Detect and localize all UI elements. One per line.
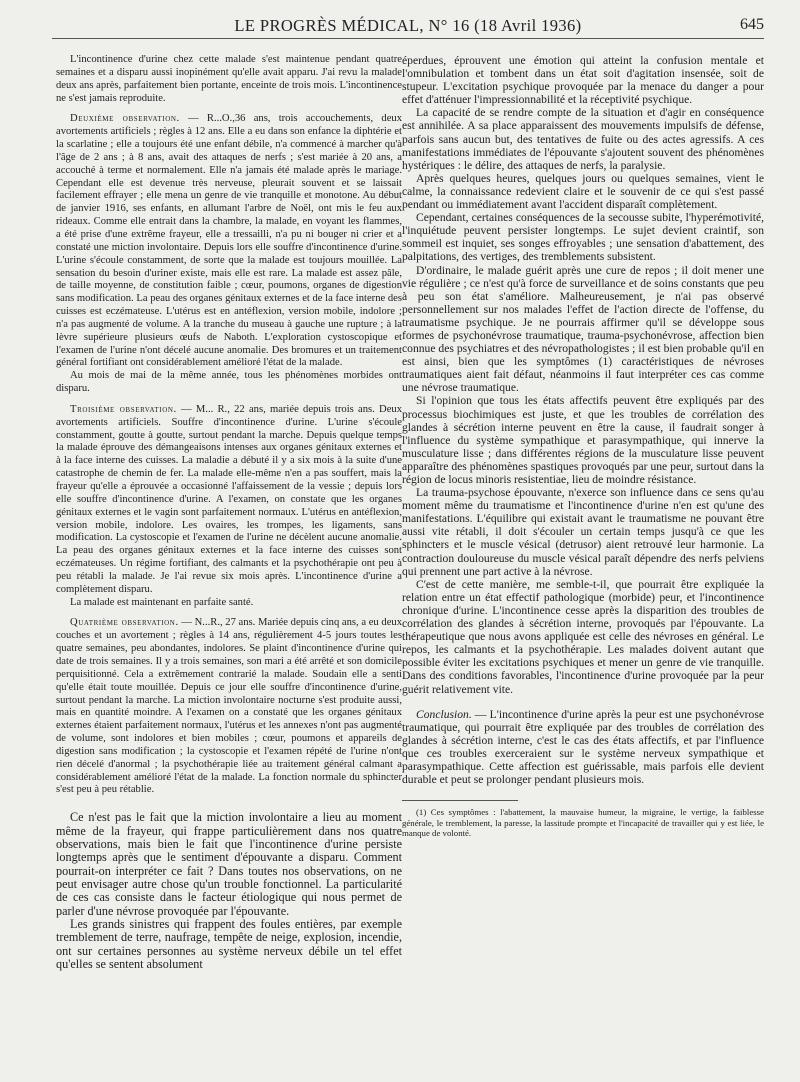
paragraph: Après quelques heures, quelques jours ou quelques semaines, vient le calme, la connaissance redevient claire et le souvenir de ce qui s'est passé pendant ou immédiatement avant l'accident disparaît complètement. bbox=[402, 171, 764, 212]
paragraph: Si l'opinion que tous les états affectifs peuvent être expliqués par des processus biochimiques est juste, et que les troubles de corrélation des glandes à sécrétion interne peuvent en être la cause, il faudrait songer à l'influence du système sympathique et parasympathique, qui innerve la musculature lisse ; dans différentes régions de la musculature lisse peuvent apparaître des phénomènes spastiques provoqués par une peur, surtout dans la région de locus minoris resistentiae, lieu de moindre résistance. bbox=[402, 394, 764, 486]
observation-one-end: L'incontinence d'urine chez cette malade s'est maintenue pendant quatre semaines et a disparu aussi inopinément qu'elle avait apparu. J'ai revu la malade deux ans après, parfaitement bien portante, enceinte de trois mois. L'incontinence ne s'est jamais reproduite. bbox=[56, 54, 402, 104]
right-column bbox=[402, 54, 764, 1054]
paragraph: La malade est maintenant en parfaite santé. bbox=[70, 596, 254, 608]
observation-two-heading: Deuxième observation. bbox=[70, 113, 180, 125]
observation-three-heading: Troisième observation. bbox=[70, 403, 177, 415]
conclusion-heading: Conclusion. bbox=[416, 707, 472, 721]
paragraph: éperdues, éprouvent une émotion qui atteint la confusion mentale et l'omnibulation et tombent dans un état soit d'agitation insensée, soit de stupeur. L'excitation psychique provoquée par la menace du danger a pour effet d'atténuer l'impressionnabilité et la réceptivité psychique. bbox=[402, 54, 764, 107]
paragraph: C'est de cette manière, me semble-t-il, que pourrait être expliquée la relation entre un état effectif pathologique (morbide) peur, et l'incontinence chronique d'urine. L'incontinence cesse après la disparition des troubles de corrélation des glandes à sécrétion interne, provoqués par l'épouvante. La thérapeutique que nous avons appliquée est celle des névroses en général. Le repos, les calmants et la psychothérapie. Les malades doivent autant que possible éviter les excitations psychiques et mener un genre de vie tranquille. Dans des conditions favorables, l'incontinence d'urine provoquée par la peur guérit relativement vite. bbox=[402, 577, 764, 696]
page-number: 645 bbox=[740, 16, 764, 33]
paragraph: La trauma-psychose épouvante, n'exerce son influence dans ce sens qu'au moment même du traumatisme et l'incontinence d'urine n'en est qu'une des manifestations. L'équilibre qui existait avant le traumatisme ne pouvant être aussi vite rétabli, il doit s'écouler un certain temps jusqu'à ce que les sphincters et le muscle vésical (detrusor) aient retrouvé leur harmonie. La contraction douloureuse du muscle vésical paraît dépendre des nerfs pelviens qui prennent une part active à la névrose. bbox=[402, 486, 764, 578]
journal-title: LE PROGRÈS MÉDICAL, N° 16 (18 Avril 1936) bbox=[234, 16, 582, 35]
paragraph: La capacité de se rendre compte de la situation et d'agir en conséquence est annihilée. A sa place apparaissent des mouvements impulsifs de défense, parfois sans aucun but, des tentatives de fuite ou des actes agressifs. A ces manifestations immédiates de l'épouvante s'ajoutent souvent des phénomènes hystériques : le délire, des attaques de nerfs, la paralysie. bbox=[402, 106, 764, 172]
paragraph: D'ordinaire, le malade guérit après une cure de repos ; il doit mener une vie régulière ; ce n'est qu'à force de surveillance et de soins constants que peu à peu son état s'améliore. Malheureusement, je n'ai pas observé personnellement sur nos malades l'effet de l'action directe de l'offense, du traumatisme psychique. Je ne pourrais affirmer qu'il se développe sous formes de psychonévrose traumatique, trauma-psychonévrose, affection bien connue des psychiatres et des névropathologistes ; il est bien probable qu'il en est ainsi, bien que les symptômes (1) caractéristiques de névroses traumatiques aient fait défaut, néanmoins il faut interpréter ces cas comme une névrose traumatique. bbox=[402, 263, 764, 395]
running-header bbox=[52, 16, 764, 39]
footnote: (1) Ces symptômes : l'abattement, la mauvaise humeur, la migraine, le vertige, la faiblesse générale, le tremblement, la paresse, la lassitude prompte et l'incapacité de travailler qui y est liée, le manque de volonté. bbox=[402, 807, 764, 839]
discussion-paragraph: Les grands sinistres qui frappent des foules entières, par exemple tremblement de terre, naufrage, tempête de neige, explosion, incendie, ont sur certaines personnes au système nerveux débile un tel effet qu'elles se sentent absolument bbox=[56, 917, 402, 972]
observation-three: Troisième observation. — M... R., 22 ans, mariée depuis trois ans. Deux avortements artificiels. Souffre d'incontinence d'urine. L'urine s'écoule constamment, goutte à goutte, surtout pendant la marche. Depuis quelque temps la malade éprouve des démangeaisons intenses aux organes génitaux externes et à la face interne des cuisses. La maladie a débuté il y a six mois à la suite d'une catastrophe de chemin de fer. La malade elle-même n'en a pas souffert, mais la frayeur qu'elle a éprouvée a occasionné l'affaissement de la vessie ; depuis lors elle souffre d'incontinence d'urine. A l'examen, on constate que les organes génitaux externes et le vagin sont parfaitement normaux. L'utérus en antéflexion, version mobile, indolore. Les ovaires, les trompes, les ligaments, sans modification. La cystoscopie et l'examen de l'urine ne décèlent aucune anomalie. La peau des organes génitaux externes et la face interne des cuisses sont eczémateuses. Un régime fortifiant, des calmants et la psychothérapie ont peu à peu rétabli la malade. Je l'ai revue six mois après. L'incontinence d'urine a complètement disparu. bbox=[56, 403, 402, 595]
observation-four: Quatrième observation. — N...R., 27 ans. Mariée depuis cinq ans, a eu deux couches et un avortement ; règles à 14 ans, régulièrement 4-5 jours toutes les quatre semaines, peu abondantes, indolores. Se plaint d'incontinence d'urine qui date de trois semaines. Il y a trois semaines, son mari a été arrêté et son domicile perquisitionné. Cela a extrêmement contrarié la malade. Soudain elle a senti qu'elle était toute mouillée. Depuis ce jour elle souffre d'incontinence d'urine, surtout pendant la marche. La miction involontaire nocturne s'est produite aussi, mais en quantité moindre. A l'examen on a constaté que les organes génitaux externes étaient parfaitement normaux, l'utérus et les annexes n'ont pas augmenté de volume, sont indolores et bien mobiles ; cœur, poumons et appareils de digestion sans modification ; la cystoscopie et l'examen répété de l'urine n'ont rien décelé d'anormal ; la psychothérapie liée au traitement général calmant a considérablement amélioré l'état de la malade. La fonction normale du sphincter s'est peu à peu rétablie. bbox=[56, 617, 402, 796]
paragraph: Au mois de mai de la même année, tous les phénomènes morbides ont disparu. bbox=[56, 370, 402, 395]
observation-two: Deuxième observation. — R...O.,36 ans, trois accouchements, deux avortements artificiels ; règles à 12 ans. Elle a eu dans son enfance la diphtérie et la scarlatine ; elle a toujours été une enfant débile, n'a commencé à marcher qu'à l'âge de 2 ans ; à 8 ans, avait des attaques de nerfs ; s'est mariée à 20 ans, a accouché à terme et normalement. Elle n'a jamais été malade après le mariage. Cependant elle est devenue très nerveuse, pleurait souvent et se laissait facilement effrayer ; elle mena un genre de vie tranquille et monotone. Au début de janvier 1916, ses enfants, en allumant l'arbre de Noël, ont mis le feu aux rideaux. Comme elle entrait dans la chambre, la malade, en voyant les flammes, a été prise d'une extrême frayeur, elle a tressailli, n'a pu ni bouger ni crier et a constaté une miction involontaire. Depuis lors elle souffre d'incontinence d'urine. L'urine s'écoule constamment, de sorte que la malade est toujours mouillée. La sensation du besoin d'uriner existe, mais elle est rare. La malade est assez pâle, de taille moyenne, de constitution faible ; cœur, poumons, organes de digestion sans modification. La peau des organes génitaux externes et de la face interne des cuisses est eczémateuse. L'utérus est en antéflexion, version mobile, indolore ; n'a pas augmenté de volume. A la tranche du museau à gauche une rupture ; à la lèvre supérieure plusieurs œufs de Naboth. L'exploration cystoscopique et l'examen de l'urine n'ont décelé aucune anomalie. Des bromures et un traitement général fortifiant ont considérablement amélioré l'état de la malade. bbox=[56, 113, 402, 369]
paragraph: Cependant, certaines conséquences de la secousse subite, l'hyperémotivité, l'inquiétude peuvent persister longtemps. Le sujet devient craintif, son sommeil est inquiet, ses songes effroyables ; une sensation d'abattement, des palpitations, des vertiges, des tremblements subsistent. bbox=[402, 211, 764, 264]
discussion-paragraph: Ce n'est pas le fait que la miction involontaire a lieu au moment même de la frayeur, qui frappe particulièrement dans nos quatre observations, mais bien le fait que l'incontinence d'urine persiste longtemps après que le sentiment d'épouvante a disparu. Comment pourrait-on interpréter ce fait ? Dans toutes nos observations, on ne peut envisager autre chose qu'un trouble fonctionnel. La particularité de ces cas consiste dans le facteur étiologique qui nous permet de parler d'une névrose provoquée par l'épouvante. bbox=[56, 810, 402, 918]
observation-four-heading: Quatrième observation. bbox=[70, 617, 179, 629]
conclusion: Conclusion. — L'incontinence d'urine après la peur est une psychonévrose traumatique, qui pourrait être expliquée par des troubles de corrélation des glandes à sécrétion interne, c'est le cas des états affectifs, et par l'influence que ces troubles exerceraient sur le système nerveux sympathique et parasympathique. Cette affection est guérissable, mais parfois elle devient durable et peut se prolonger pendant plusieurs mois. bbox=[402, 707, 764, 787]
footnote-divider bbox=[402, 800, 518, 801]
left-column bbox=[56, 54, 402, 1054]
